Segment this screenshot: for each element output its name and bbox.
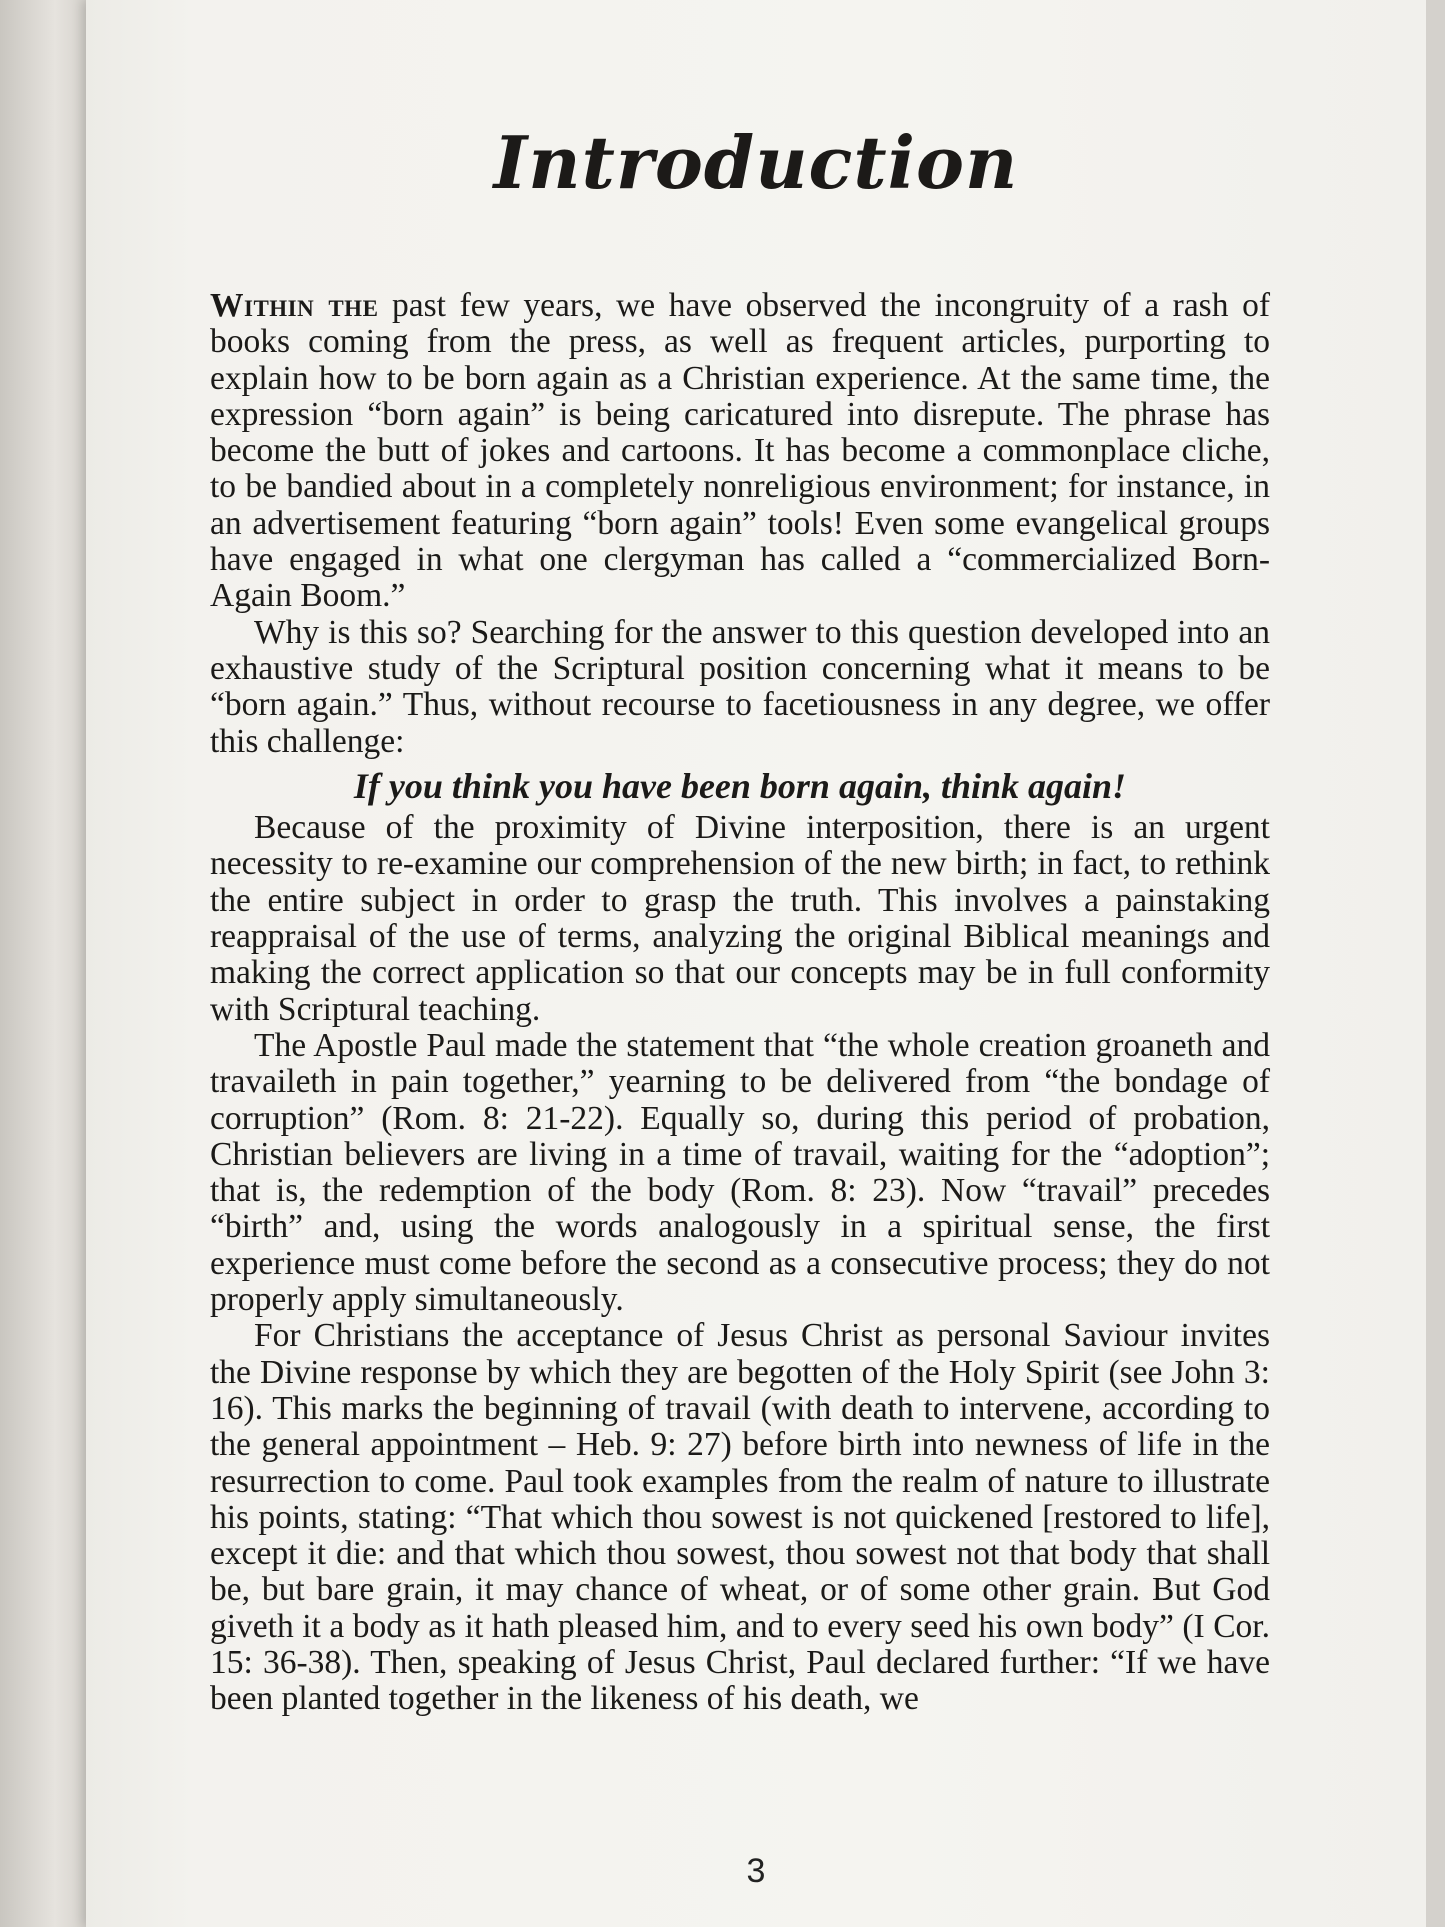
challenge-line: If you think you have been born again, think again! (353, 765, 1127, 806)
paragraph-3: Because of the proximity of Divine interposition, there is an urgent necessity to re-examine our comprehension of the new birth; in fact, to rethink the entire subject in order to grasp the truth. This involves a painstaking reappraisal of the use of terms, analyzing the original Biblical meanings and making the correct application so that our concepts may be in full conformity with Scriptural teaching. (210, 809, 1270, 1028)
background-edge (1426, 0, 1445, 1927)
paragraph-1-text: past few years, we have observed the incongruity of a rash of books coming from the press, as well as frequent articles, purporting to explain how to be born again as a Christian experience. At the same time, the expression “born again” is being caricatured into disrepute. The phrase has become the butt of jokes and cartoons. It has become a commonplace cliche, to be bandied about in a completely nonreligious environment; for instance, in an advertisement featuring “born again” tools! Even some evangelical groups have engaged in what one clergyman has called a “commercialized Born-Again Boom.” (210, 287, 1270, 615)
page-number: 3 (746, 1852, 766, 1890)
body-text (210, 288, 1270, 1718)
paragraph-5: For Christians the acceptance of Jesus Christ as personal Saviour invites the Divine response by which they are begotten of the Holy Spirit (see John 3: 16). This marks the beginning of travail (with death to intervene, according to the general appointment – Heb. 9: 27) before birth into newness of life in the resurrection to come. Paul took examples from the realm of nature to illustrate his points, stating: “That which thou sowest is not quickened [restored to life], except it die: and that which thou sowest, thou sowest not that body that shall be, but bare grain, it may chance of wheat, or of some other grain. But God giveth it a body as it hath pleased him, and to every seed his own body” (I Cor. 15: 36-38). Then, speaking of Jesus Christ, Paul declared further: “If we have been planted together in the likeness of his death, we (210, 1317, 1270, 1718)
lead-in: Within the (210, 287, 379, 324)
adjacent-page-edge (0, 0, 92, 1927)
paragraph-1 (210, 288, 1270, 615)
paragraph-4: The Apostle Paul made the statement that “the whole creation groaneth and travaileth in pain together,” yearning to be delivered from “the bondage of corruption” (Rom. 8: 21-22). Equally so, during this period of probation, Christian believers are living in a time of travail, waiting for the “adoption”; that is, the redemption of the body (Rom. 8: 23). Now “travail” precedes “birth” and, using the words analogously in a spiritual sense, the first experience must come before the second as a consecutive process; they do not properly apply simultaneously. (210, 1026, 1270, 1319)
chapter-title: Introduction (493, 120, 1019, 205)
paragraph-2: Why is this so? Searching for the answer to this question developed into an exhaustive study of the Scriptural position concerning what it means to be “born again.” Thus, without recourse to facetiousness in any degree, we offer this challenge: (210, 613, 1270, 760)
